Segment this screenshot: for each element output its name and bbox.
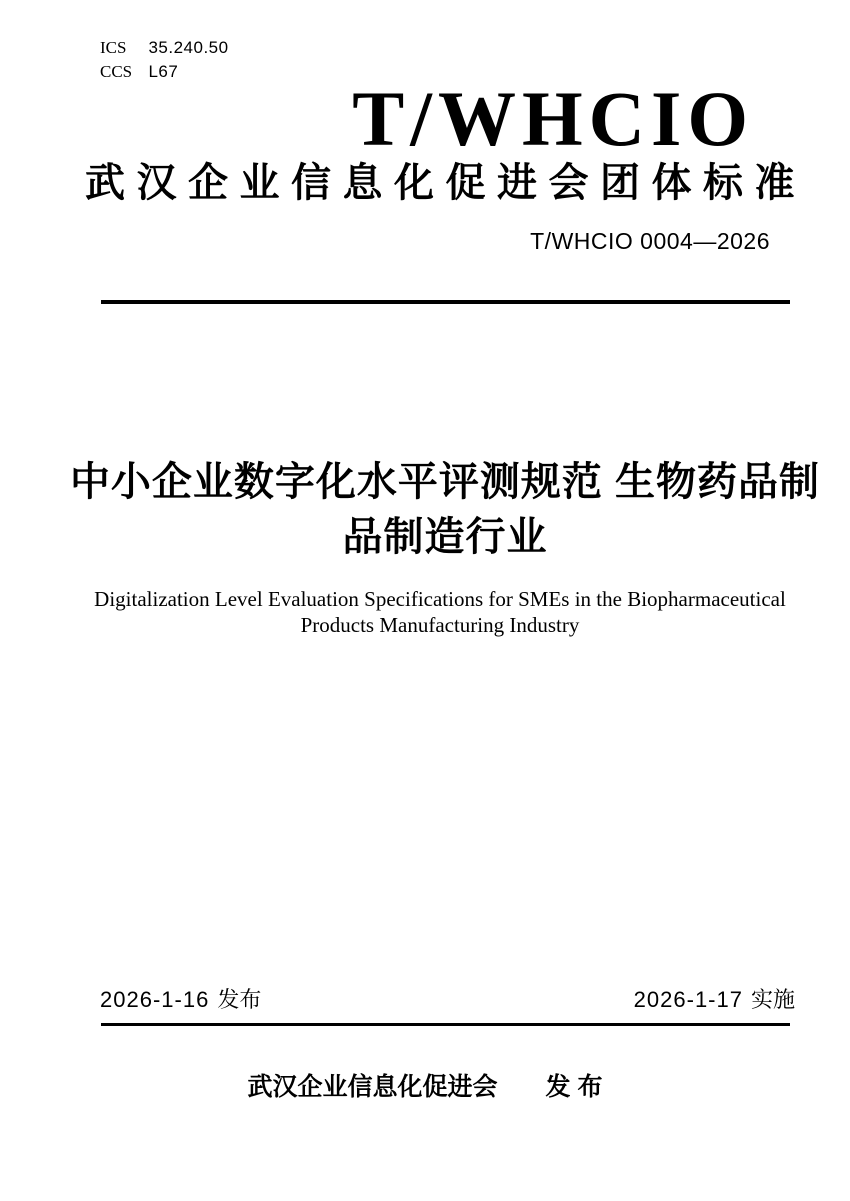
implementation-date-label: 实施: [750, 987, 795, 1012]
issue-date-value: 2026-1-16: [100, 987, 210, 1012]
org-banner: 武汉企业信息化促进会团体标准: [85, 161, 806, 205]
document-title-cn-line1: 中小企业数字化水平评测规范 生物药品制: [69, 460, 821, 504]
issue-date-label: 发布: [217, 987, 262, 1012]
ics-label: ICS: [100, 38, 127, 57]
issue-date: [100, 986, 261, 1014]
header-divider-rule: [101, 300, 790, 304]
standard-body-logo: T/WHCIO: [352, 75, 754, 162]
ccs-value: L67: [148, 62, 179, 81]
document-title-en-line2: Products Manufacturing Industry: [300, 613, 580, 637]
publisher-row: [0, 1072, 850, 1102]
dates-row: [100, 986, 795, 1014]
implementation-date-value: 2026-1-17: [633, 987, 743, 1012]
footer-divider-rule: [101, 1023, 790, 1026]
publish-label: 发 布: [545, 1073, 603, 1101]
implementation-date: [634, 986, 795, 1014]
ccs-label: CCS: [100, 62, 133, 81]
document-title-en: [30, 586, 850, 638]
classification-codes: [100, 36, 229, 84]
publisher-name: 武汉企业信息化促进会: [247, 1073, 498, 1101]
ics-code: [100, 36, 229, 60]
document-title-cn-line2: 品制造行业: [342, 515, 548, 559]
standard-number: T/WHCIO 0004—2026: [530, 228, 770, 254]
ics-value: 35.240.50: [148, 38, 229, 57]
document-title-en-line1: Digitalization Level Evaluation Specifications for SMEs in the Biopharmaceutical: [94, 587, 786, 611]
document-title-cn: [40, 455, 850, 565]
